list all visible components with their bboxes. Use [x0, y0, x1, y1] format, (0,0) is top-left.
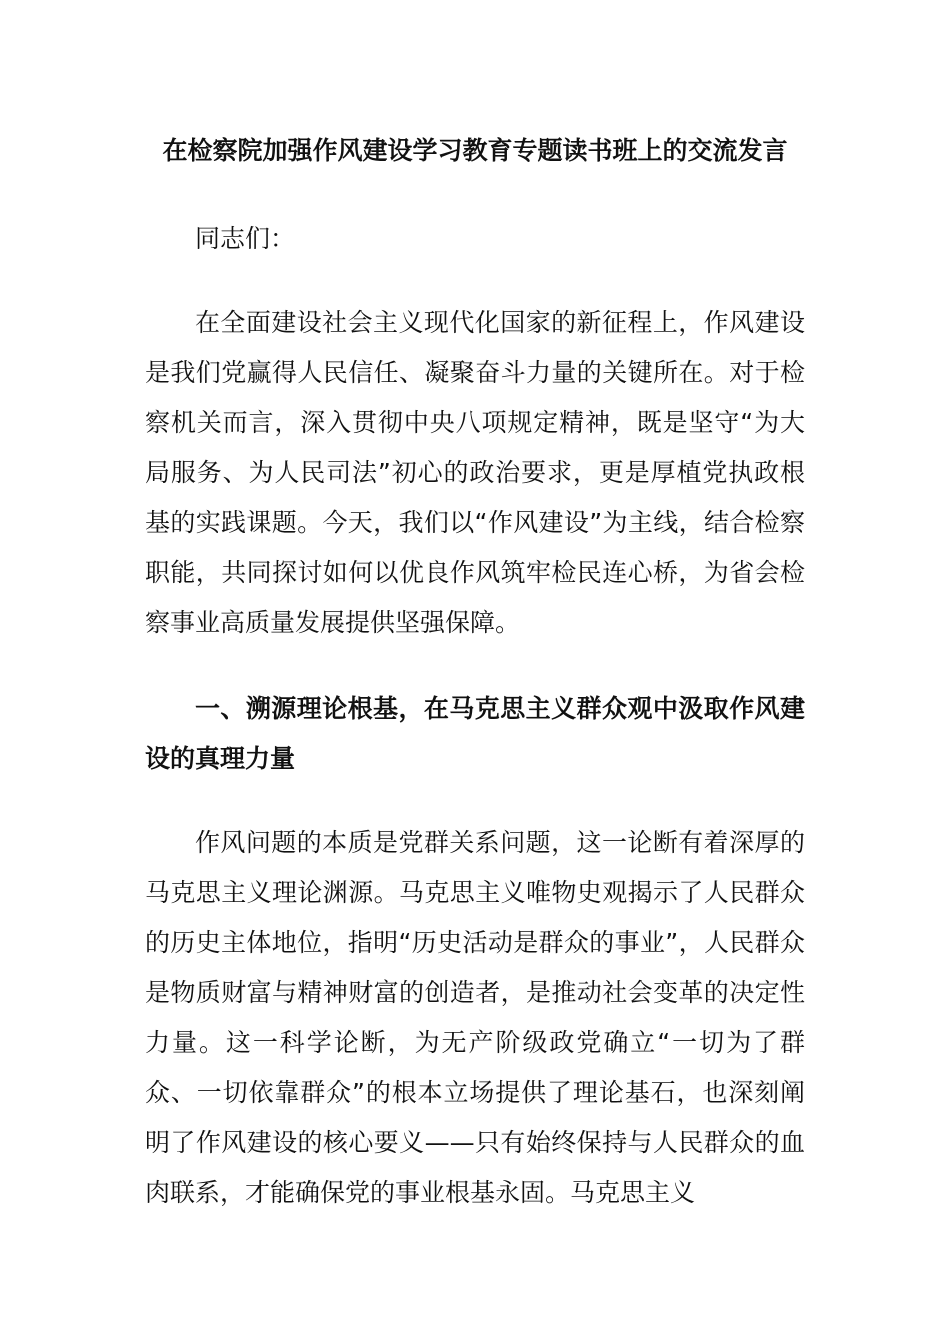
document-title: 在检察院加强作风建设学习教育专题读书班上的交流发言 — [162, 136, 788, 165]
section-heading-1: 一、溯源理论根基，在马克思主义群众观中汲取作风建设的真理力量 — [145, 694, 805, 773]
paragraph-2: 作风问题的本质是党群关系问题，这一论断有着深厚的马克思主义理论渊源。马克思主义唯物史观揭示了人民群众的历史主体地位，指明“历史活动是群众的事业”，人民群众是物质财富与精神财富的创造者，是推动社会变革的决定性力量。这一科学论断，为无产阶级政党确立“一切为了群众、一切依靠群众”的根本立场提供了理论基石，也深刻阐明了作风建设的核心要义——只有始终保持与人民群众的血肉联系，才能确保党的事业根基永固。马克思主义 — [145, 828, 805, 1207]
salutation: 同志们： — [195, 224, 296, 253]
paragraph-1: 在全面建设社会主义现代化国家的新征程上，作风建设是我们党赢得人民信任、凝聚奋斗力量的关键所在。对于检察机关而言，深入贯彻中央八项规定精神，既是坚守“为大局服务、为人民司法”初心的政治要求，更是厚植党执政根基的实践课题。今天，我们以“作风建设”为主线，结合检察职能，共同探讨如何以优良作风筑牢检民连心桥，为省会检察事业高质量发展提供坚强保障。 — [145, 308, 805, 637]
